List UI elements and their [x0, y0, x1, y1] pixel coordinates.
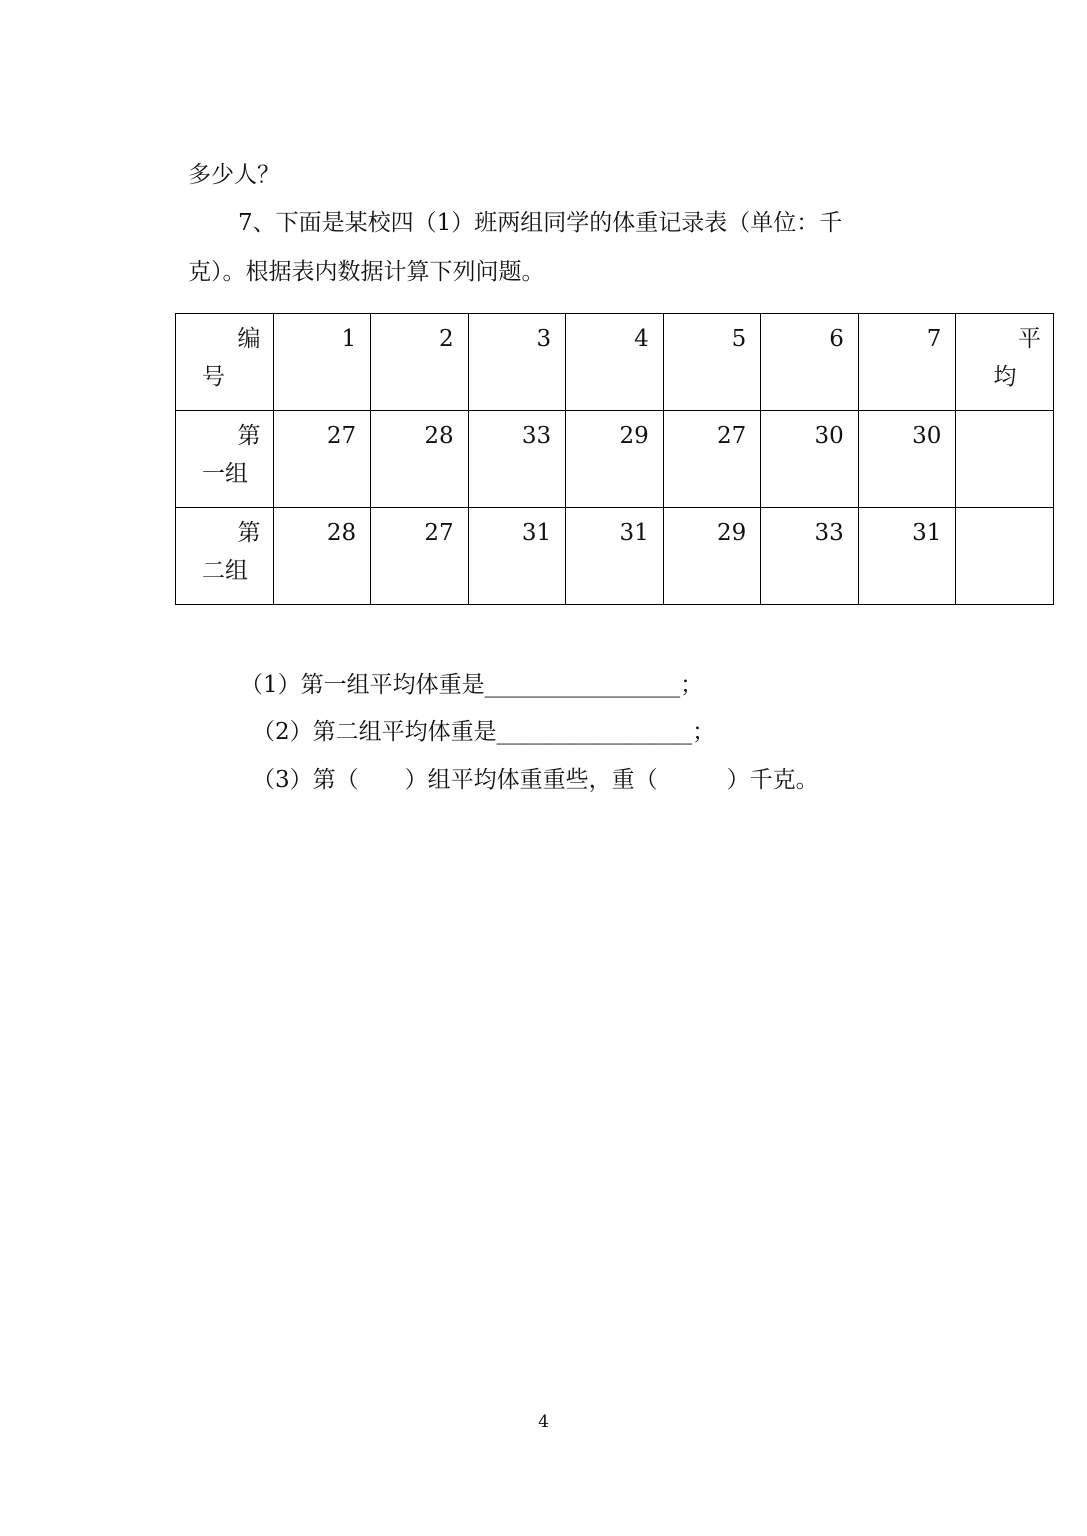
- header-avg-cell: [956, 314, 1054, 411]
- table-cell: 33: [761, 508, 859, 605]
- sub-question-1: （1）第一组平均体重是_________________；: [240, 672, 704, 698]
- table-row: [176, 411, 1054, 508]
- average-answer-cell[interactable]: [956, 508, 1054, 605]
- table-cell: 27: [273, 411, 371, 508]
- sub-question-2: （2）第二组平均体重是_________________；: [252, 719, 716, 745]
- text-line-1: 多少人？: [188, 162, 280, 188]
- table-cell: 27: [371, 508, 469, 605]
- sub-question-3: （3）第（ ）组平均体重重些，重（ ）千克。: [252, 767, 819, 793]
- row-label-top: 第: [237, 423, 261, 449]
- table-cell: 31: [566, 508, 664, 605]
- header-avg-bottom: 均: [993, 364, 1017, 390]
- row-label-cell: [176, 508, 274, 605]
- header-label-top: 编: [237, 326, 261, 352]
- row-label-cell: [176, 411, 274, 508]
- table-cell: 33: [468, 411, 566, 508]
- header-col-5: 5: [663, 314, 761, 411]
- table-cell: 30: [858, 411, 956, 508]
- row-label-bottom: 一组: [202, 461, 248, 487]
- table-row: [176, 508, 1054, 605]
- row-label-bottom: 二组: [202, 558, 248, 584]
- table-cell: 31: [468, 508, 566, 605]
- header-col-2: 2: [371, 314, 469, 411]
- header-label-bottom: 号: [202, 364, 225, 390]
- table-cell: 27: [663, 411, 761, 508]
- table-cell: 29: [663, 508, 761, 605]
- question-7-line-2: 克）。根据表内数据计算下列问题。: [188, 259, 545, 285]
- header-col-6: 6: [761, 314, 859, 411]
- question-7-line-1: 7、下面是某校四（1）班两组同学的体重记录表（单位：千: [238, 210, 843, 236]
- table-cell: 31: [858, 508, 956, 605]
- header-label-cell: [176, 314, 274, 411]
- header-col-4: 4: [566, 314, 664, 411]
- average-answer-cell[interactable]: [956, 411, 1054, 508]
- page-number: 4: [538, 1412, 549, 1432]
- table-header-row: [176, 314, 1054, 411]
- header-col-1: 1: [273, 314, 371, 411]
- table-cell: 29: [566, 411, 664, 508]
- table-cell: 30: [761, 411, 859, 508]
- weight-record-table: [175, 313, 1054, 605]
- header-avg-top: 平: [1018, 326, 1041, 352]
- header-col-7: 7: [858, 314, 956, 411]
- header-col-3: 3: [468, 314, 566, 411]
- table-cell: 28: [371, 411, 469, 508]
- row-label-top: 第: [237, 520, 261, 546]
- table-cell: 28: [273, 508, 371, 605]
